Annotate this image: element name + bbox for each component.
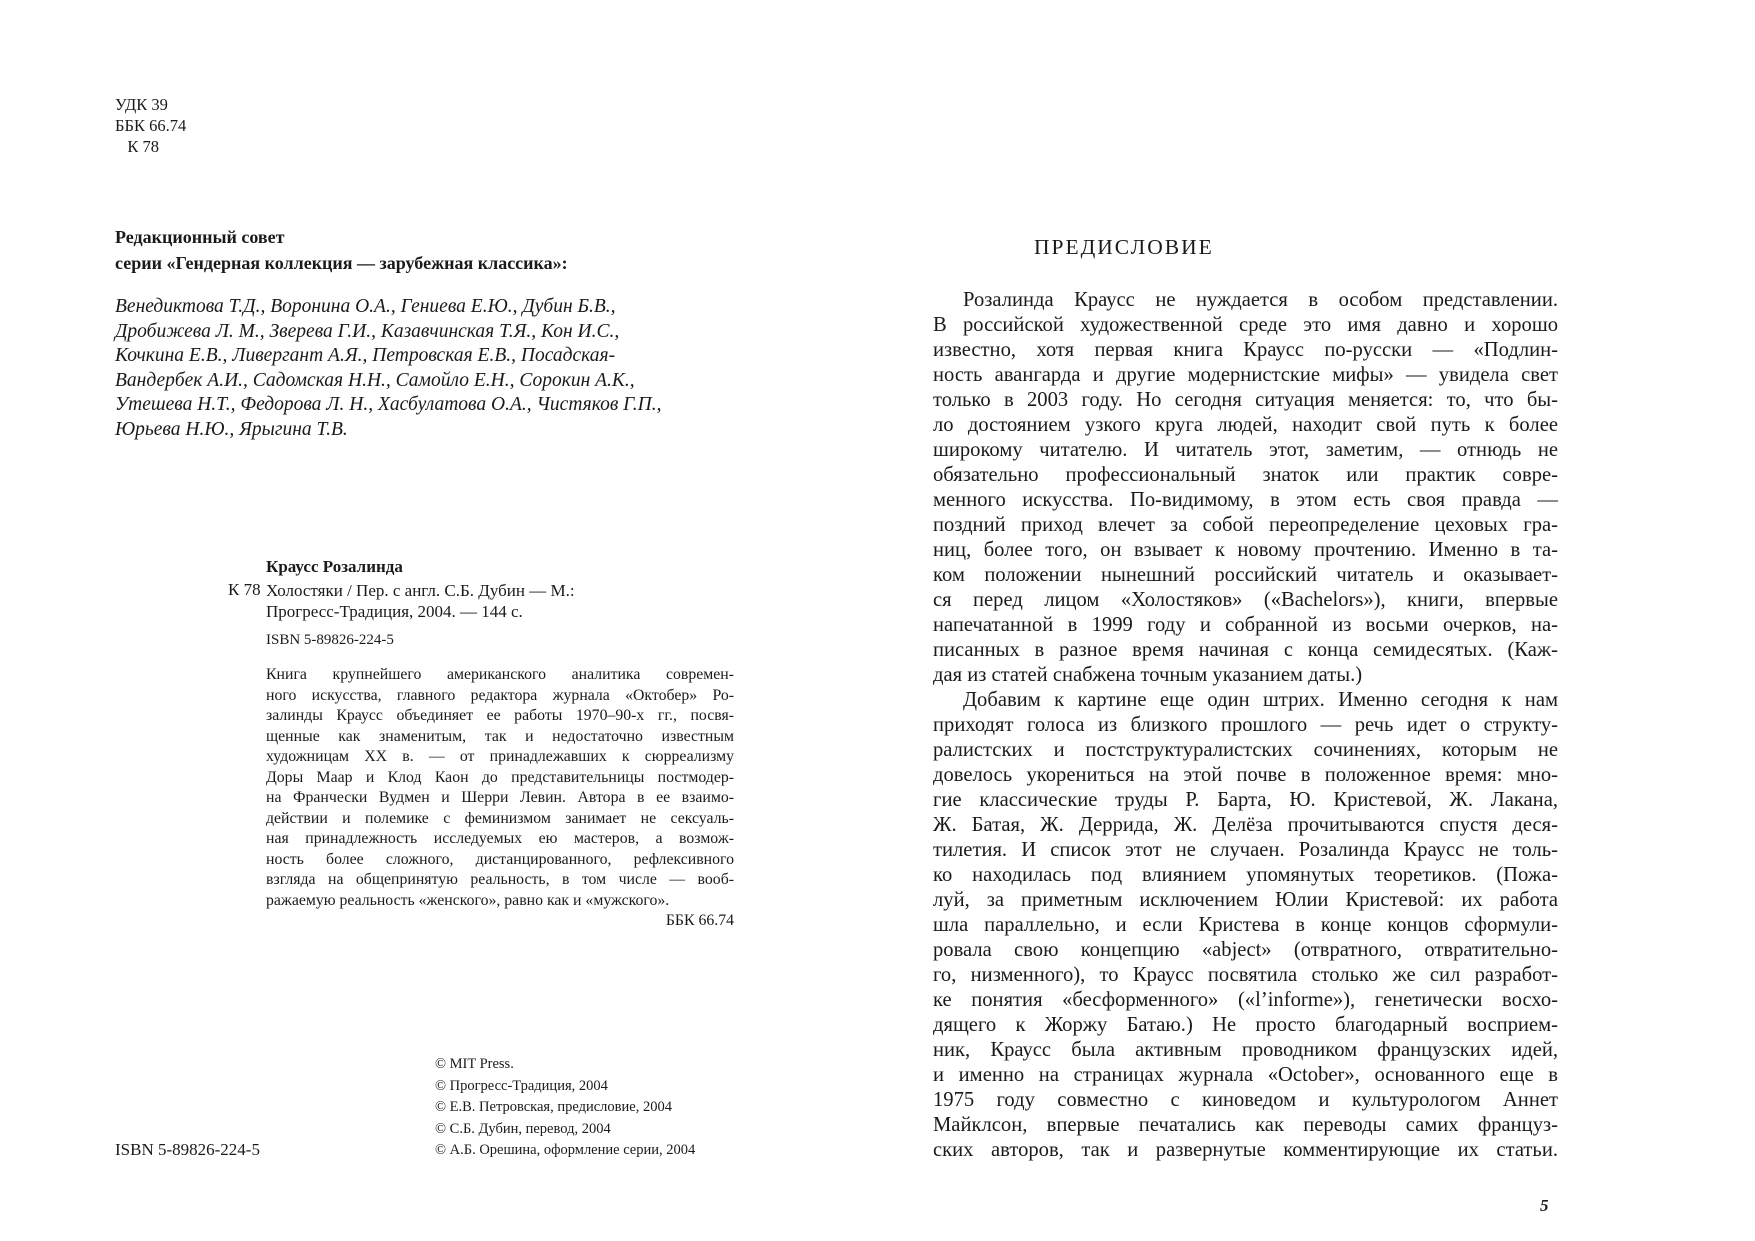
council-heading-line: серии «Гендерная коллекция — зарубежная классика»: — [115, 253, 568, 273]
annotation-line: ного искусства, главного редактора журнала «Октобер» Ро- — [266, 686, 734, 704]
annotation-line: Книга крупнейшего американского аналитика современ- — [266, 666, 734, 683]
annotation-line: ная принадлежность исследуемых ею мастеров, а возмож- — [266, 830, 734, 847]
text-line: писанных в разное время начиная с конца семидесятых. (Каж- — [933, 639, 1558, 661]
title-line: Прогресс-Традиция, 2004. — 144 с. — [266, 602, 523, 621]
text-line: луй, за приметным исключением Юлии Кристевой: их работа — [933, 889, 1558, 911]
text-line: Розалинда Краусс не нуждается в особом представлении. — [963, 289, 1558, 311]
annotation-line: действии и полемике с феминизмом занимает не сексуаль- — [266, 809, 734, 827]
annotation-line: на Франчески Вудмен и Шерри Левин. Автора в ее взаимо- — [266, 789, 734, 806]
text-line: ровала свою концепцию «abject» (отвратного, отвратительно- — [933, 939, 1558, 961]
copyright-line: © С.Б. Дубин, перевод, 2004 — [435, 1120, 611, 1137]
annotation-line: щенные как знаменитым, так и недостаточно известным — [266, 727, 734, 745]
annotation-line: ность более сложного, дистанцированного, рефлексивного — [266, 850, 734, 868]
bbk-code: ББК 66.74 — [115, 116, 187, 135]
isbn-inline: ISBN 5-89826-224-5 — [266, 632, 394, 648]
editorial-council-heading — [115, 224, 568, 276]
text-line: только в 2003 году. Но сегодня ситуация меняется: то, что бы- — [933, 389, 1558, 411]
member-line: Венедиктова Т.Д., Воронина О.А., Гениева Е.Ю., Дубин Б.В., — [115, 296, 616, 317]
classification-codes — [115, 94, 186, 157]
copyright-line: © А.Б. Орешина, оформление серии, 2004 — [435, 1142, 696, 1158]
preface-body — [933, 288, 1558, 1163]
text-line: ность авангарда и другие модернистские мифы» — увидела свет — [933, 364, 1558, 386]
text-line: известно, хотя первая книга Краусс по-русски — «Подлин- — [933, 339, 1558, 361]
text-line: обязательно профессиональный знаток или практик совре- — [933, 464, 1558, 486]
udk-code: УДК 39 — [115, 95, 168, 114]
annotation-line: Доры Маар и Клод Каон до представительницы постмодер- — [266, 768, 734, 786]
text-line: Ж. Батая, Ж. Деррида, Ж. Делёза прочитываются спустя деся- — [933, 814, 1558, 836]
annotation-line: ражаемую реальность «женского», равно как и «мужского». — [266, 891, 670, 909]
text-line: дящего к Жоржу Батаю.) Не просто благодарный восприем- — [933, 1014, 1558, 1036]
annotation-line: художницам XX в. — от принадлежавших к сюрреализму — [266, 748, 734, 765]
copyright-line: © Е.В. Петровская, предисловие, 2004 — [435, 1099, 672, 1115]
text-line: ко находилась под влиянием упомянутых теоретиков. (Пожа- — [933, 864, 1558, 886]
annotation-line: взгляда на общепринятую реальность, в том числе — вооб- — [266, 871, 734, 888]
member-line: Дробижева Л. М., Зверева Г.И., Казавчинская Т.Я., Кон И.С., — [115, 320, 620, 342]
text-line: ралистских и постструктуралистских сочинениях, которым не — [933, 739, 1558, 761]
text-line: Майклсон, впервые печатались как переводы самих француз- — [933, 1114, 1558, 1136]
text-line: ся перед лицом «Холостяков» («Bachelors»), книги, впервые — [933, 589, 1558, 611]
text-line: ских авторов, так и развернутые комментирующие их статьи. — [933, 1139, 1558, 1161]
text-line: и именно на страницах журнала «October», основанного еще в — [933, 1064, 1558, 1086]
text-line: довелось укорениться на этой почве в положенное время: мно- — [933, 764, 1558, 786]
author-code: К 78 — [228, 580, 261, 599]
author-mark: К 78 — [115, 137, 160, 156]
book-author: Краусс Розалинда — [266, 557, 403, 576]
preface-title: ПРЕДИСЛОВИЕ — [1034, 235, 1214, 259]
text-line: дая из статей снабжена точным указанием даты.) — [933, 664, 1363, 686]
text-line: широкому читателю. И читатель этот, заметим, — отнюдь не — [933, 439, 1558, 461]
editorial-council-members — [115, 295, 755, 443]
member-line: Юрьева Н.Ю., Ярыгина Т.В. — [115, 418, 348, 440]
member-line: Кочкина Е.В., Ливергант А.Я., Петровская Е.В., Посадская- — [115, 345, 616, 367]
member-line: Утешева Н.Т., Федорова Л. Н., Хасбулатова О.А., Чистяков Г.П., — [115, 394, 662, 416]
text-line: го, низменного), то Краусс посвятила столько же сил разработ- — [933, 964, 1558, 986]
page-number: 5 — [1540, 1196, 1549, 1215]
text-line: шла параллельно, и если Кристева в конце концов сформули- — [933, 914, 1558, 936]
text-line: напечатанной в 1999 году и собранной из восьми очерков, на- — [933, 614, 1558, 636]
annotation-line: залинды Краусс объединяет ее работы 1970–90-х гг., посвя- — [266, 707, 734, 724]
copyright-block — [435, 1054, 695, 1162]
text-line: В российской художественной среде это имя давно и хорошо — [933, 314, 1558, 336]
text-line: ло достоянием узкого круга людей, находит свой путь к более — [933, 414, 1558, 436]
bbk-footer-code: ББК 66.74 — [665, 912, 734, 929]
text-line: тилетия. И список этот не случаен. Розалинда Краусс не толь- — [933, 839, 1558, 861]
text-line: ке понятия «бесформенного» («l’informe»), генетически восхо- — [933, 989, 1558, 1011]
text-line: приходят голоса из близкого прошлого — речь идет о структу- — [933, 714, 1558, 736]
council-heading-line: Редакционный совет — [115, 227, 285, 247]
text-line: 1975 году совместно с киноведом и культурологом Аннет — [933, 1089, 1558, 1111]
text-line: ник, Краусс была активным проводником французских идей, — [933, 1039, 1558, 1061]
copyright-line: © Прогресс-Традиция, 2004 — [435, 1077, 608, 1094]
text-line: ниц, более того, он взывает к новому прочтению. Именно в та- — [933, 539, 1558, 561]
copyright-line: © MIT Press. — [435, 1056, 514, 1072]
text-line: ком положении нынешний российский читатель и оказывает- — [933, 564, 1558, 586]
member-line: Вандербек А.И., Садомская Н.Н., Самойло Е.Н., Сорокин А.К., — [115, 369, 635, 391]
text-line: поздний приход влечет за собой переопределение цеховых гра- — [933, 514, 1558, 536]
text-line: менного искусства. По-видимому, в этом есть своя правда — — [933, 489, 1558, 511]
title-line: Холостяки / Пер. с англ. С.Б. Дубин — М.: — [266, 581, 575, 600]
isbn-bottom: ISBN 5-89826-224-5 — [115, 1140, 260, 1159]
annotation — [266, 665, 734, 911]
text-line: Добавим к картине еще один штрих. Именно сегодня к нам — [963, 689, 1558, 711]
text-line: гие классические труды Р. Барта, Ю. Кристевой, Ж. Лакана, — [933, 789, 1558, 811]
bibliographic-title — [266, 580, 736, 622]
